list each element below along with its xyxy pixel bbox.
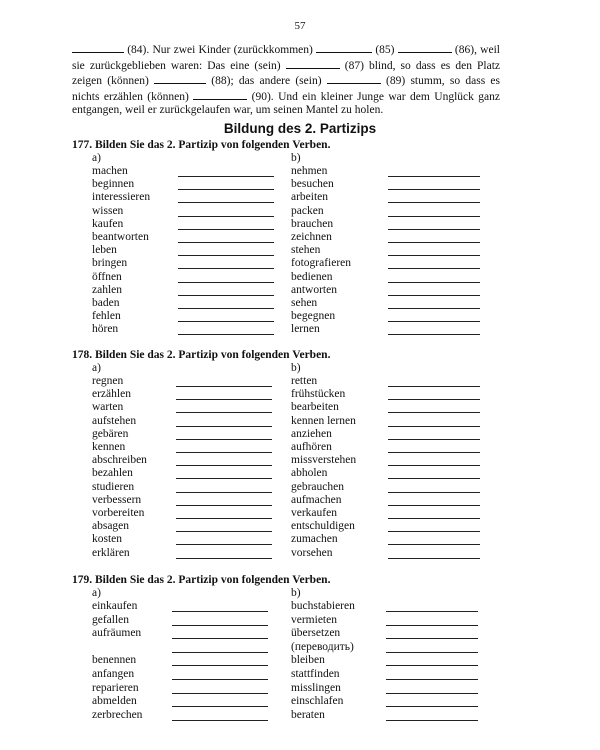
answer-line[interactable] — [178, 295, 274, 296]
answer-blank-87[interactable] — [286, 58, 340, 69]
answer-line[interactable] — [176, 412, 272, 413]
answer-line[interactable] — [176, 544, 272, 545]
verb-item: bezahlen — [92, 467, 133, 480]
answer-blank-88[interactable] — [154, 73, 206, 84]
verb-item: vorbereiten — [92, 507, 145, 519]
verb-item: aufhören — [291, 441, 332, 453]
verb-item: gebrauchen — [291, 480, 344, 493]
column-label-a: a) — [92, 152, 101, 164]
answer-line[interactable] — [172, 652, 268, 653]
answer-line[interactable] — [388, 399, 480, 400]
column-label-b: b) — [291, 152, 301, 164]
verb-item: abholen — [291, 467, 328, 480]
verb-item: bleiben — [291, 654, 325, 667]
intro-text-part: (87) blind, so dass es den Platz zeigen (können) — [72, 59, 501, 88]
verb-item: sehen — [291, 297, 318, 309]
verb-item: erzählen — [92, 388, 131, 401]
verb-item: wissen — [92, 204, 124, 217]
verb-item: bearbeiten — [291, 401, 339, 414]
answer-line[interactable] — [178, 255, 274, 256]
answer-line[interactable] — [176, 399, 272, 400]
answer-line[interactable] — [388, 321, 480, 322]
verb-item: fehlen — [92, 310, 121, 323]
verb-item: aufstehen — [92, 414, 137, 427]
verb-item: fotografieren — [291, 257, 352, 270]
answer-line[interactable] — [178, 202, 274, 203]
verb-item: vermieten — [291, 613, 337, 626]
verb-item: nehmen — [291, 165, 328, 177]
exercise-title: 177. Bilden Sie das 2. Partizip von folgenden Verben. — [72, 139, 331, 151]
verb-item: aufmachen — [291, 493, 342, 506]
answer-line[interactable] — [388, 216, 480, 217]
answer-line[interactable] — [388, 176, 480, 177]
answer-line[interactable] — [386, 693, 478, 694]
answer-line[interactable] — [172, 638, 268, 639]
verb-item: zahlen — [92, 283, 123, 296]
intro-text-part: (84). Nur zwei Kinder (zurückkommen) — [124, 44, 317, 56]
verb-item: einkaufen — [92, 600, 138, 612]
answer-line[interactable] — [388, 386, 480, 387]
verb-item: besuchen — [291, 178, 334, 191]
exercise-title: 179. Bilden Sie das 2. Partizip von folgenden Verben. — [72, 574, 331, 586]
answer-line[interactable] — [388, 255, 480, 256]
answer-line[interactable] — [388, 518, 480, 519]
verb-item: abschreiben — [92, 454, 147, 467]
answer-blank-84[interactable] — [72, 42, 124, 53]
answer-line[interactable] — [388, 282, 480, 283]
verb-item: einschlafen — [291, 695, 344, 708]
answer-line[interactable] — [388, 308, 480, 309]
verb-item: retten — [291, 375, 318, 387]
verb-item: benennen — [92, 654, 137, 667]
verb-item: brauchen — [291, 217, 334, 230]
section-title: Bildung des 2. Partizips — [223, 121, 377, 136]
verb-item: gefallen — [92, 613, 130, 626]
answer-line[interactable] — [386, 625, 478, 626]
answer-line[interactable] — [386, 706, 478, 707]
intro-text-part: (90). Und ein kleiner Junge war dem Unglück ganz entgangen, weil er zurückgelaufen war, um seinen Mantel zu holen. — [72, 90, 500, 117]
answer-line[interactable] — [172, 665, 268, 666]
verb-item: erklären — [92, 546, 130, 559]
answer-blank-86[interactable] — [398, 42, 452, 53]
column-label-a: a) — [92, 587, 101, 599]
verb-item: arbeiten — [291, 191, 329, 204]
answer-line[interactable] — [178, 282, 274, 283]
answer-blank-90[interactable] — [193, 89, 247, 100]
verb-item: stattfinden — [291, 668, 340, 680]
answer-line[interactable] — [176, 492, 272, 493]
verb-item: begegnen — [291, 310, 336, 323]
intro-text-part: (89) stumm, so dass es nichts erzählen (können) — [72, 75, 500, 103]
answer-line[interactable] — [386, 679, 478, 680]
answer-line[interactable] — [176, 386, 272, 387]
verb-item: gebären — [92, 427, 129, 440]
answer-line[interactable] — [388, 478, 480, 479]
verb-item: anfangen — [92, 668, 135, 680]
intro-text-part: (86), weil sie zurückgeblieben waren: Das eine (sein) — [72, 44, 500, 72]
column-label-b: b) — [291, 362, 301, 374]
verb-item: verbessern — [92, 493, 142, 506]
answer-line[interactable] — [388, 229, 480, 230]
verb-item: studieren — [92, 480, 135, 493]
verb-item: bringen — [92, 257, 128, 270]
answer-line[interactable] — [388, 426, 480, 427]
answer-line[interactable] — [176, 439, 272, 440]
verb-item: misslingen — [291, 681, 341, 694]
answer-line[interactable] — [388, 242, 480, 243]
page-number: 57 — [294, 20, 306, 32]
verb-item: zumachen — [291, 533, 338, 546]
answer-line[interactable] — [172, 625, 268, 626]
verb-item: reparieren — [92, 681, 139, 694]
verb-item: aufräumen — [92, 627, 142, 640]
answer-line[interactable] — [176, 505, 272, 506]
answer-line[interactable] — [388, 465, 480, 466]
verb-item: kennen lernen — [291, 414, 356, 427]
answer-line[interactable] — [388, 452, 480, 453]
verb-item: (переводить) — [291, 640, 354, 653]
answer-line[interactable] — [178, 308, 274, 309]
answer-line[interactable] — [172, 720, 268, 721]
answer-line[interactable] — [172, 679, 268, 680]
answer-line[interactable] — [176, 518, 272, 519]
answer-line[interactable] — [176, 426, 272, 427]
answer-line[interactable] — [388, 412, 480, 413]
answer-line[interactable] — [388, 295, 480, 296]
intro-text-part: (85) — [372, 44, 398, 56]
answer-line[interactable] — [388, 558, 480, 559]
verb-item: kosten — [92, 533, 123, 546]
answer-line[interactable] — [386, 720, 478, 721]
verb-item: packen — [291, 204, 324, 217]
verb-item: anziehen — [291, 427, 332, 440]
answer-line[interactable] — [172, 693, 268, 694]
verb-item: beraten — [291, 708, 325, 721]
exercise-title: 178. Bilden Sie das 2. Partizip von folgenden Verben. — [72, 349, 331, 361]
verb-item: beantworten — [92, 231, 149, 243]
verb-item: übersetzen — [291, 627, 341, 640]
verb-item: antworten — [291, 283, 337, 296]
answer-line[interactable] — [388, 531, 480, 532]
answer-line[interactable] — [176, 465, 272, 466]
answer-line[interactable] — [388, 202, 480, 203]
verb-item: öffnen — [92, 270, 122, 283]
answer-line[interactable] — [178, 189, 274, 190]
verb-item: regnen — [92, 375, 124, 387]
answer-line[interactable] — [178, 321, 274, 322]
answer-blank-85[interactable] — [316, 42, 372, 53]
answer-line[interactable] — [178, 176, 274, 177]
verb-item: absagen — [92, 520, 130, 533]
verb-item: missverstehen — [291, 454, 357, 467]
verb-item: buchstabieren — [291, 600, 355, 612]
answer-line[interactable] — [178, 268, 274, 269]
answer-line[interactable] — [386, 652, 478, 653]
answer-line[interactable] — [388, 492, 480, 493]
answer-line[interactable] — [172, 706, 268, 707]
answer-line[interactable] — [178, 216, 274, 217]
verb-item: lernen — [291, 323, 320, 336]
intro-paragraph — [72, 42, 500, 118]
verb-item: warten — [92, 401, 124, 414]
verb-item: kaufen — [92, 217, 124, 230]
verb-item: beginnen — [92, 178, 135, 191]
answer-line[interactable] — [178, 229, 274, 230]
verb-item: machen — [92, 165, 128, 177]
verb-item: frühstücken — [291, 388, 346, 401]
verb-item: stehen — [291, 244, 321, 257]
intro-text-part: (88); das andere (sein) — [206, 75, 327, 88]
verb-item: zerbrechen — [92, 708, 143, 721]
answer-line[interactable] — [388, 505, 480, 506]
verb-item: interessieren — [92, 191, 151, 204]
verb-item: zeichnen — [291, 231, 332, 243]
verb-item: vorsehen — [291, 546, 333, 559]
verb-item: hören — [92, 323, 119, 336]
answer-line[interactable] — [388, 268, 480, 269]
verb-item: bedienen — [291, 270, 333, 283]
answer-line[interactable] — [386, 665, 478, 666]
verb-item: abmelden — [92, 695, 137, 708]
answer-line[interactable] — [388, 334, 480, 335]
answer-line[interactable] — [178, 242, 274, 243]
answer-line[interactable] — [388, 189, 480, 190]
answer-line[interactable] — [388, 544, 480, 545]
verb-item: baden — [92, 297, 120, 309]
answer-line[interactable] — [176, 531, 272, 532]
column-label-a: a) — [92, 362, 101, 374]
answer-line[interactable] — [178, 334, 274, 335]
answer-line[interactable] — [388, 439, 480, 440]
answer-line[interactable] — [386, 611, 478, 612]
answer-line[interactable] — [386, 638, 478, 639]
verb-item: leben — [92, 244, 117, 257]
answer-line[interactable] — [176, 478, 272, 479]
answer-line[interactable] — [172, 611, 268, 612]
verb-item: verkaufen — [291, 507, 337, 519]
answer-line[interactable] — [176, 558, 272, 559]
answer-blank-89[interactable] — [327, 73, 381, 84]
column-label-b: b) — [291, 587, 301, 599]
verb-item: kennen — [92, 441, 126, 453]
verb-item: entschuldigen — [291, 520, 355, 533]
answer-line[interactable] — [176, 452, 272, 453]
